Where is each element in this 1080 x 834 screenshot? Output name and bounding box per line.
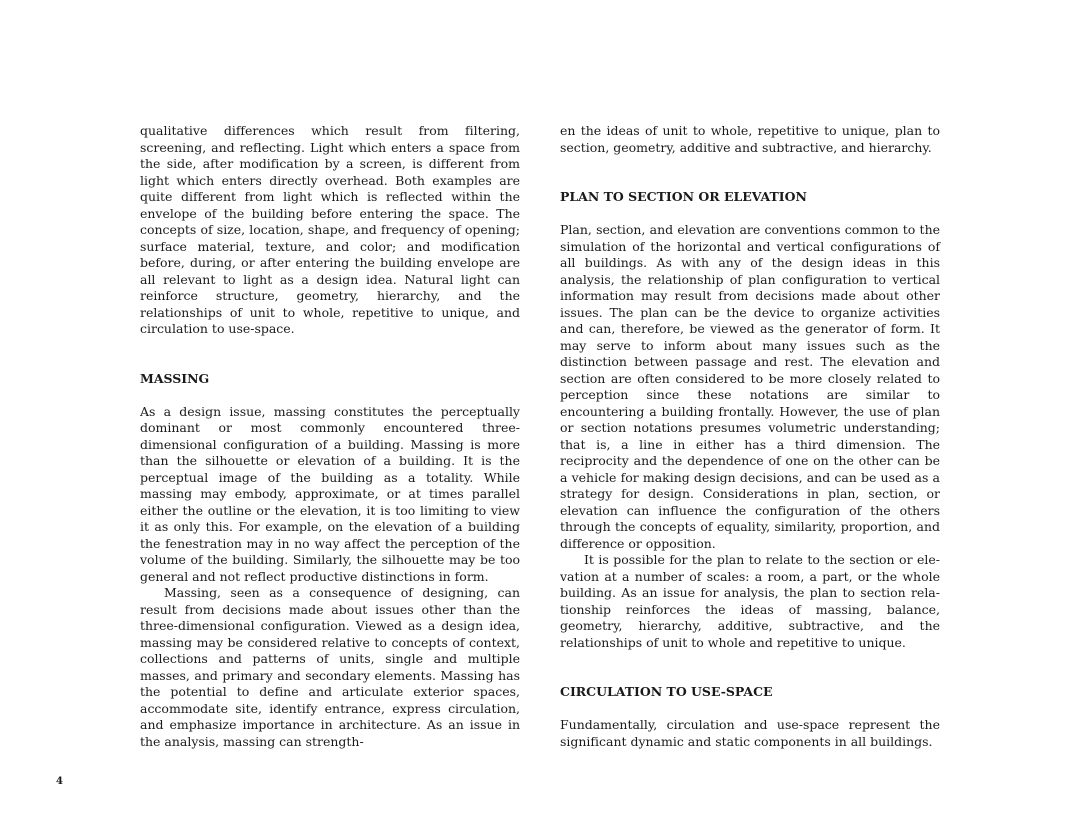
right-column xyxy=(560,123,940,750)
left-column xyxy=(140,123,520,750)
massing-paragraph-2: Massing, seen as a consequence of designing, can result from decisions made about issues other than the three-dimensional configuration. Viewed as a design idea, massing may be considered relative to concepts of context, collections and patterns of units, single and multiple masses, and primary and secondary elements. Massing has the potential to define and articulate exterior spaces, accommodate site, identify entrance, express circulation, and emphasize importance in architecture. As an issue in the analysis, massing can strength- xyxy=(140,585,520,749)
circulation-paragraph: Fundamentally, circulation and use-space represent the significant dynamic and static components in all buildings. xyxy=(560,717,940,749)
circulation-heading: CIRCULATION TO USE-SPACE xyxy=(560,684,773,699)
plan-paragraph-1: Plan, section, and elevation are conventions common to the simulation of the horizontal and vertical configurations of all buildings. As with any of the design ideas in this analysis, the relationship of plan configuration to vertical information may result from decisions made about other issues. The plan can be the device to organize activities and can, therefore, be viewed as the generator of form. It may serve to inform about many issues such as the distinction between passage and rest. The elevation and section are often considered to be more closely related to perception since these notations are similar to encountering a building frontally. However, the use of plan or section notations presumes volumetric understanding; that is, a line in either has a third dimension. The reciprocity and the dependence of one on the other can be a vehicle for making design decisions, and can be used as a strategy for design. Considerations in plan, section, or elevation can influence the configuration of the others through the concepts of equality, similarity, proportion, and difference or opposition. xyxy=(560,222,940,551)
light-paragraph-continuation: qualitative differences which result from filtering, screening, and reflecting. Light which enters a space from the side, after modification by a screen, is different from light which enters directly overhead. Both examples are quite different from light which is reflected within the envelope of the building before entering the space. The concepts of size, location, shape, and frequency of opening; surface material, texture, and color; and modification before, during, or after entering the building envelope are all relevant to light as a design idea. Natural light can reinforce structure, geometry, hierarchy, and the relationships of unit to whole, repetitive to unique, and circulation to use-space. xyxy=(140,123,520,336)
page-number: 4 xyxy=(56,776,63,787)
massing-heading: MASSING xyxy=(140,370,210,386)
plan-to-section-heading: PLAN TO SECTION OR ELEVATION xyxy=(560,189,807,204)
massing-paragraph-continuation: en the ideas of unit to whole, repetitive to unique, plan to section, geometry, additive and subtractive, and hierarchy. xyxy=(560,123,940,155)
plan-paragraph-2: It is possible for the plan to relate to the section or elevation at a number of scales: a room, a part, or the whole building. As an issue for analysis, the plan to section relationship reinforces the ideas of massing, balance, geometry, hierarchy, additive, subtractive, and the relationships of unit to whole and repetitive to unique. xyxy=(560,552,940,650)
massing-paragraph-1: As a design issue, massing constitutes the perceptually dominant or most commonly encountered three-dimensional configuration of a building. Massing is more than the silhouette or elevation of a building. It is the perceptual image of the building as a totality. While massing may embody, approximate, or at times parallel either the outline or the elevation, it is too limiting to view it as only this. For example, on the elevation of a building the fenestration may in no way affect the perception of the volume of the building. Similarly, the silhouette may be too general and not reflect productive distinctions in form. xyxy=(140,403,520,584)
